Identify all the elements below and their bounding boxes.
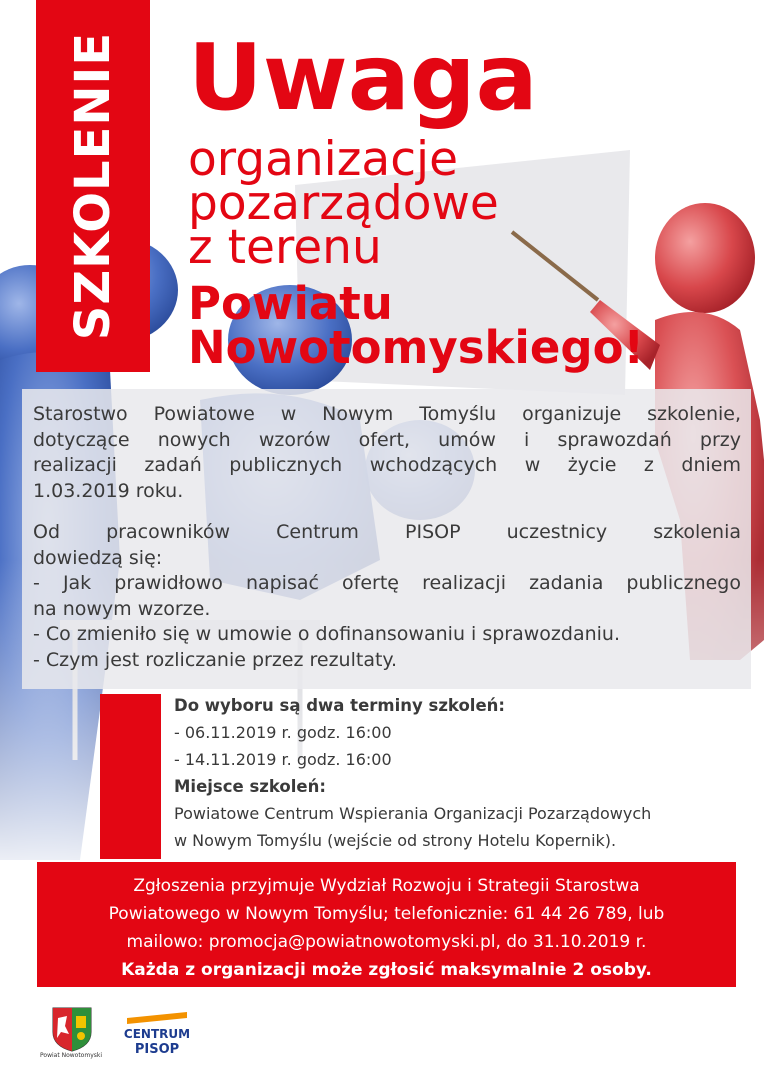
pisop-label: PISOP (134, 1042, 180, 1057)
headline-county (188, 277, 645, 374)
training-banner (36, 0, 150, 372)
county-crest-logo (49, 1006, 95, 1052)
text-line: - Czym jest rozliczanie przez rezultaty. (33, 648, 397, 671)
county-label: Powiat Nowotomyski (40, 1052, 103, 1059)
headline-line: organizacje (188, 132, 459, 187)
headline-subtitle (188, 132, 499, 275)
headline-line: z terenu (188, 220, 382, 275)
terms-heading: Do wyboru są dwa terminy szkoleń: (174, 696, 505, 715)
accent-bar (100, 694, 161, 859)
registration-footer (37, 862, 736, 987)
description-paragraph-1 (33, 402, 741, 504)
text-line: Od pracowników Centrum PISOP uczestnicy szkolenia (33, 521, 741, 543)
place-line: w Nowym Tomyślu (wejście od strony Hotelu Kopernik). (174, 831, 617, 850)
footer-limit: Każda z organizacji może zgłosić maksymalnie 2 osoby. (121, 960, 652, 980)
text-line: dowiedzą się: (33, 546, 163, 569)
schedule-details (174, 692, 651, 854)
pisop-label: CENTRUM (123, 1027, 191, 1041)
text-line: - Co zmieniło się w umowie o dofinansowaniu i sprawozdaniu. (33, 623, 620, 645)
text-line: na nowym wzorze. (33, 597, 211, 620)
footer-line: Powiatowego w Nowym Tomyślu; telefonicznie: 61 44 26 789, lub (108, 904, 665, 924)
headline-line: Nowotomyskiego! (188, 321, 645, 374)
footer-line: Zgłoszenia przyjmuje Wydział Rozwoju i Strategii Starostwa (133, 876, 640, 896)
text-line: - Jak prawidłowo napisać ofertę realizacji zadania publicznego (33, 572, 741, 594)
headline-title: Uwaga (188, 24, 538, 131)
text-line: Starostwo Powiatowe w Nowym Tomyślu organizuje szkolenie, (33, 403, 741, 425)
term-date: - 06.11.2019 r. godz. 16:00 (174, 723, 392, 742)
description-paragraph-2 (33, 520, 741, 673)
training-label: SZKOLENIE (65, 31, 121, 341)
text-line: realizacji zadań publicznych wchodzących w życie z dniem (33, 454, 741, 476)
term-date: - 14.11.2019 r. godz. 16:00 (174, 750, 392, 769)
headline-line: pozarządowe (188, 176, 499, 231)
footer-line: mailowo: promocja@powiatnowotomyski.pl, do 31.10.2019 r. (126, 932, 647, 952)
place-heading: Miejsce szkoleń: (174, 777, 326, 796)
text-line: dotyczące nowych wzorów ofert, umów i sprawozdań przy (33, 428, 741, 451)
headline-line: Powiatu (188, 277, 393, 330)
place-line: Powiatowe Centrum Wspierania Organizacji Pozarządowych (174, 804, 652, 823)
text-line: 1.03.2019 roku. (33, 479, 184, 502)
